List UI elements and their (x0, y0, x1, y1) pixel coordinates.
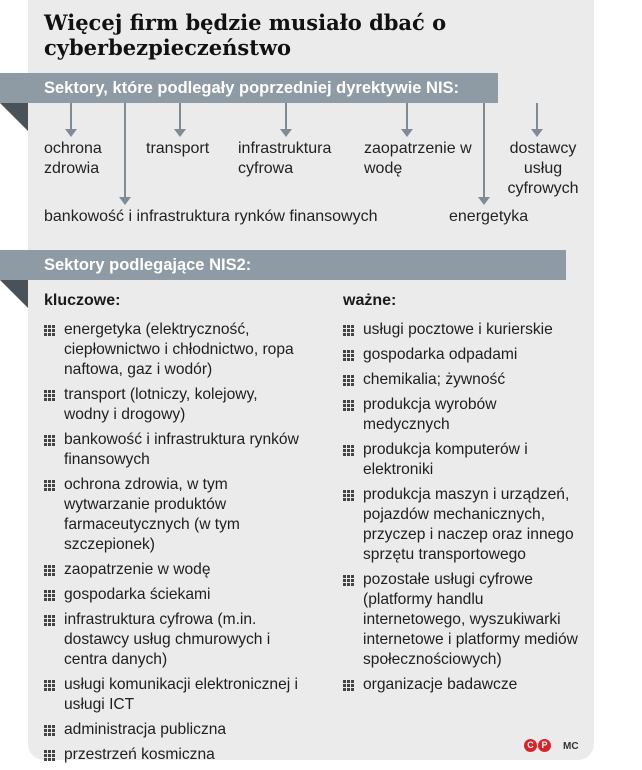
arrow-zaopatrzenie (406, 103, 408, 130)
bullet-icon (44, 390, 55, 401)
bullet-icon (44, 615, 55, 626)
bullet-icon (343, 350, 354, 361)
list-item: ochrona zdrowia, w tym wytwarzanie produktów farmaceutycznych (w tym szczepionek) (44, 475, 304, 555)
list-item: bankowość i infrastruktura rynków finansowych (44, 430, 304, 470)
list-item: zaopatrzenie w wodę (44, 560, 304, 580)
kluczowe-heading: kluczowe: (44, 292, 121, 309)
page-title: Więcej firm będzie musiało dbać o cyberbezpieczeństwo (44, 10, 447, 60)
sector-infrastruktura-cyfrowa: infrastruktura cyfrowa (238, 140, 332, 177)
list-item: produkcja komputerów i elektroniki (343, 440, 581, 480)
publisher-logo (524, 739, 552, 752)
sector-ochrona-zdrowia: ochrona zdrowia (44, 140, 102, 177)
bullet-icon (44, 680, 55, 691)
nis2-banner-fold (0, 280, 28, 308)
bullet-icon (44, 750, 55, 761)
list-item: infrastruktura cyfrowa (m.in. dostawcy usług chmurowych i centra danych) (44, 610, 304, 670)
bullet-icon (343, 680, 354, 691)
bullet-icon (343, 490, 354, 501)
arrow-infrastruktura (285, 103, 287, 130)
logo-p: P (538, 739, 551, 752)
author-credit: MC (563, 741, 579, 752)
arrow-bankowosc (124, 103, 126, 198)
arrow-energetyka (483, 103, 485, 198)
arrow-ochrona (70, 103, 72, 130)
list-item: usługi komunikacji elektronicznej i usługi ICT (44, 675, 304, 715)
list-item: gospodarka ściekami (44, 585, 304, 605)
list-item: usługi pocztowe i kurierskie (343, 320, 581, 340)
nis-banner (0, 73, 498, 103)
list-item: administracja publiczna (44, 720, 304, 740)
bullet-icon (343, 325, 354, 336)
bullet-icon (44, 590, 55, 601)
arrow-transport (179, 103, 181, 130)
bullet-icon (44, 725, 55, 736)
arrow-dostawcy (536, 103, 538, 130)
list-item: przestrzeń kosmiczna (44, 745, 304, 765)
sector-energetyka: energetyka (449, 208, 529, 225)
bullet-icon (44, 325, 55, 336)
sector-zaopatrzenie: zaopatrzenie w wodę (364, 140, 472, 177)
bullet-icon (343, 400, 354, 411)
sector-bankowosc: bankowość i infrastruktura rynków finansowych (44, 208, 378, 225)
nis-banner-fold (0, 103, 28, 131)
list-item: produkcja wyrobów medycznych (343, 395, 581, 435)
nis2-banner-label: Sektory podlegające NIS2: (44, 256, 252, 274)
bullet-icon (44, 435, 55, 446)
list-item: produkcja maszyn i urządzeń, pojazdów mechanicznych, przyczep i naczep oraz innego sprzętu transportowego (343, 485, 581, 565)
wazne-heading: ważne: (343, 292, 397, 309)
sector-transport: transport (146, 140, 210, 157)
bullet-icon (44, 565, 55, 576)
bullet-icon (44, 480, 55, 491)
list-item: pozostałe usługi cyfrowe (platformy handlu internetowego, wyszukiwarki internetowe i platformy mediów społecznościowych) (343, 570, 581, 670)
sector-dostawcy: dostawcy usług cyfrowych (507, 140, 579, 197)
bullet-icon (343, 445, 354, 456)
list-item: gospodarka odpadami (343, 345, 581, 365)
list-item: energetyka (elektryczność, ciepłownictwo i chłodnictwo, ropa naftowa, gaz i wodór) (44, 320, 304, 380)
kluczowe-list (44, 320, 304, 770)
nis2-banner (0, 250, 566, 280)
bullet-icon (343, 575, 354, 586)
nis-banner-label: Sektory, które podlegały poprzedniej dyrektywie NIS: (44, 79, 460, 97)
bullet-icon (343, 375, 354, 386)
list-item: transport (lotniczy, kolejowy, wodny i drogowy) (44, 385, 304, 425)
list-item: organizacje badawcze (343, 675, 581, 695)
list-item: chemikalia; żywność (343, 370, 581, 390)
logo-c: C (524, 739, 537, 752)
wazne-list (343, 320, 581, 700)
